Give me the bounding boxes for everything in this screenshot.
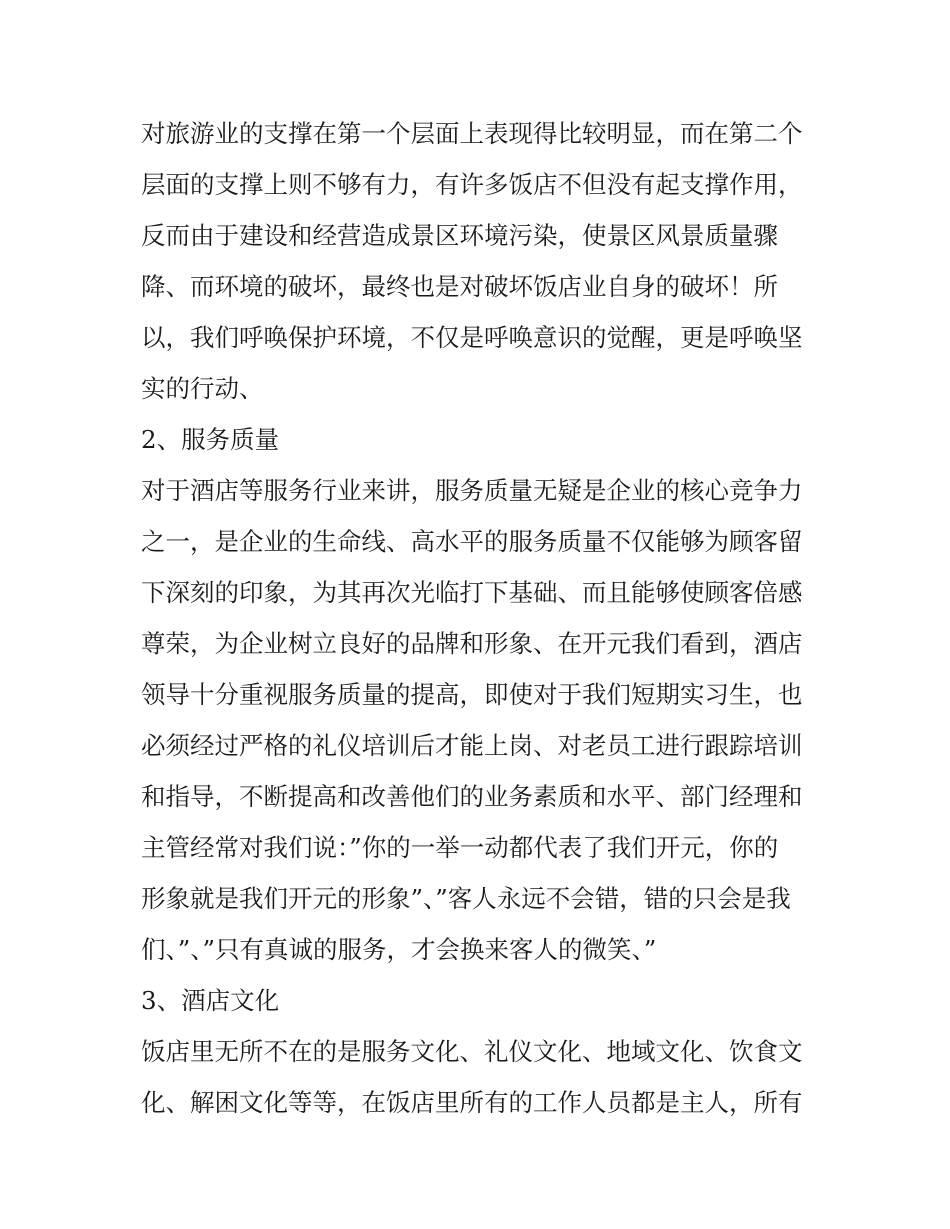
text-line: 们、”、”只有真诚的服务，才会换来客人的微笑、” xyxy=(141,935,657,964)
body-text xyxy=(141,108,821,1128)
text-line: 层面的支撑上则不够有力，有许多饭店不但没有起支撑作用， xyxy=(141,170,803,199)
text-line: 和指导，不断提高和改善他们的业务素质和水平、部门经理和 xyxy=(141,782,803,811)
text-line: 化、解困文化等等，在饭店里所有的工作人员都是主人，所有 xyxy=(141,1088,803,1117)
text-line: 下深刻的印象，为其再次光临打下基础、而且能够使顾客倍感 xyxy=(141,578,803,607)
text-line: 形象就是我们开元的形象”、”客人永远不会错，错的只会是我 xyxy=(141,884,791,913)
section-heading-service-quality: 2、服务质量 xyxy=(141,425,280,454)
text-line: 领导十分重视服务质量的提高，即使对于我们短期实习生，也 xyxy=(141,680,803,709)
text-line: 之一，是企业的生命线、高水平的服务质量不仅能够为顾客留 xyxy=(141,527,803,556)
text-line: 实的行动、 xyxy=(141,374,264,403)
text-line: 降、而环境的破坏，最终也是对破坏饭店业自身的破坏！所 xyxy=(141,272,778,301)
text-line: 尊荣，为企业树立良好的品牌和形象、在开元我们看到，酒店 xyxy=(141,629,803,658)
text-line: 对旅游业的支撑在第一个层面上表现得比较明显，而在第二个 xyxy=(141,119,803,148)
text-line: 饭店里无所不在的是服务文化、礼仪文化、地域文化、饮食文 xyxy=(141,1037,803,1066)
text-line: 对于酒店等服务行业来讲，服务质量无疑是企业的核心竞争力 xyxy=(141,476,803,505)
section-heading-hotel-culture: 3、酒店文化 xyxy=(141,986,280,1015)
text-line: 主管经常对我们说：”你的一举一动都代表了我们开元，你的 xyxy=(141,833,779,862)
text-line: 必须经过严格的礼仪培训后才能上岗、对老员工进行跟踪培训 xyxy=(141,731,803,760)
text-line: 以，我们呼唤保护环境，不仅是呼唤意识的觉醒，更是呼唤坚 xyxy=(141,323,803,352)
text-line: 反而由于建设和经营造成景区环境污染，使景区风景质量骤 xyxy=(141,221,778,250)
